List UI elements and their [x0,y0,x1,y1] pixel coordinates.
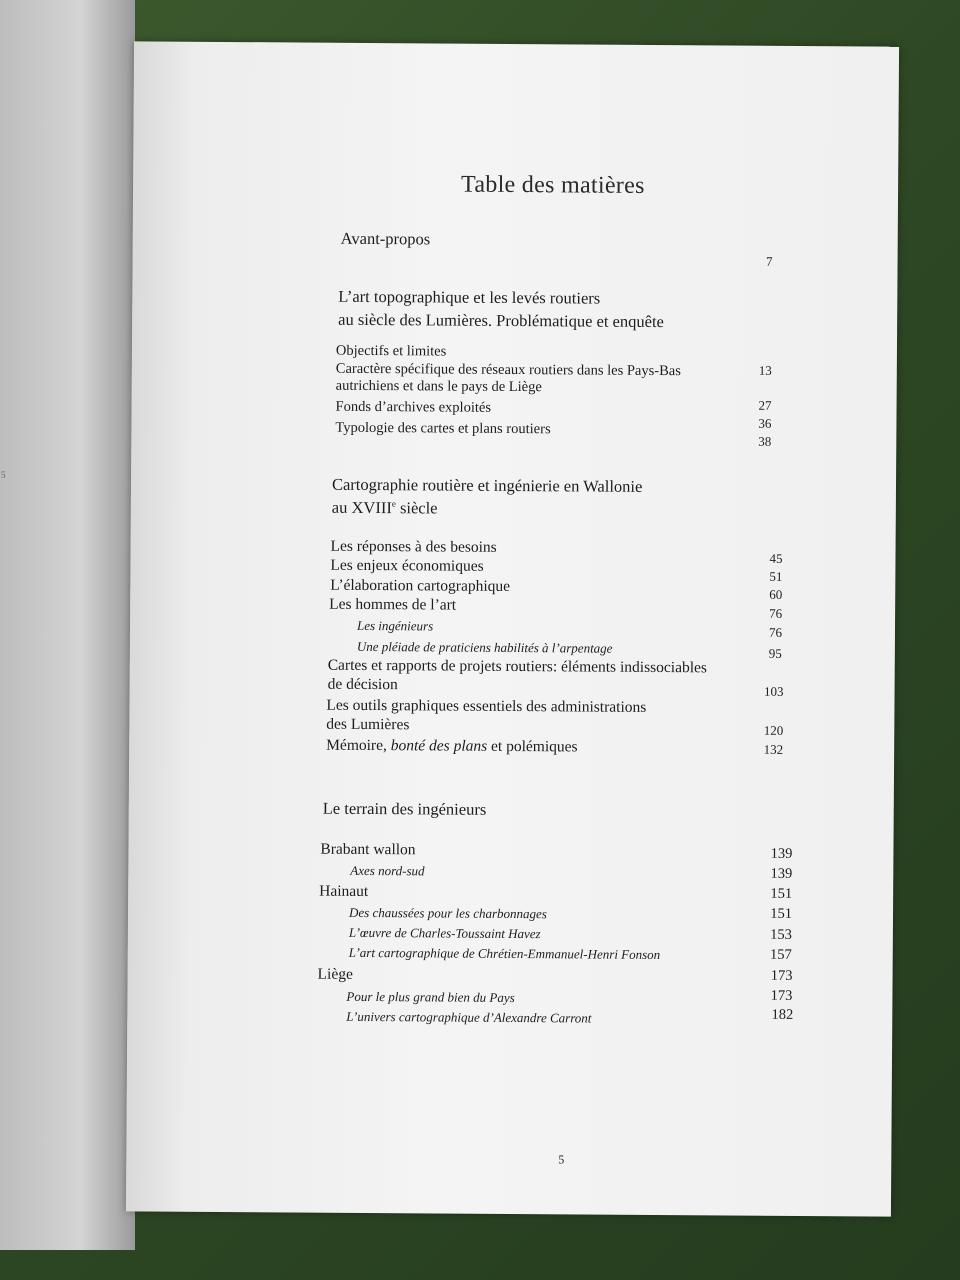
toc-page: 76 [769,605,783,621]
toc-page: 151 [770,885,793,902]
toc-subentry: Une pléiade de praticiens habilités à l’arpentage [356,638,613,656]
toc-page: 132 [763,741,784,757]
toc-page: 120 [763,722,784,738]
section1-title-line2: au siècle des Lumières. Problématique et enquête [338,309,664,332]
section2-title-line2: au XVIIIe siècle [331,497,438,518]
toc-page: 139 [770,845,793,862]
toc-subentry: Pour le plus grand bien du Pays [346,988,515,1006]
toc-entry: des Lumières [326,715,410,734]
left-page [0,0,135,1250]
left-page-number: 5 [1,470,6,480]
toc-entry: Typologie des cartes et plans routiers [335,419,551,438]
toc-page: 45 [769,550,783,566]
toc-entry: Les hommes de l’art [329,595,457,614]
toc-entry: L’élaboration cartographique [330,576,511,595]
page-title: Table des matières [461,171,645,199]
toc-page: 95 [768,645,782,661]
toc-subentry: L’œuvre de Charles-Toussaint Havez [348,924,541,942]
toc-page: 103 [764,683,784,699]
toc-entry: Fonds d’archives exploités [335,398,492,416]
toc-entry: Caractère spécifique des réseaux routiers dans les Pays-Bas [335,360,681,380]
toc-page: 151 [770,905,793,922]
toc-page: 51 [769,568,783,584]
toc-entry: Les enjeux économiques [330,556,484,575]
toc-page: 27 [758,397,772,413]
toc-subentry: L’art cartographique de Chrétien-Emmanuel-Henri Fonson [348,944,661,963]
toc-page: 139 [770,865,793,882]
toc-page: 76 [768,624,783,640]
avant-propos-label: Avant-propos [340,228,431,249]
section1-title-line1: L’art topographique et les levés routiers [338,286,601,308]
toc-page: 38 [758,433,772,449]
toc-subentry: Les ingénieurs [356,617,434,634]
book-page [126,41,899,1216]
toc-entry: Les réponses à des besoins [330,537,497,556]
toc-entry: de décision [327,675,398,694]
avant-propos-page: 7 [766,253,773,269]
section3-title: Le terrain des ingénieurs [322,798,487,819]
toc-page: 157 [769,946,792,963]
toc-page: 13 [758,362,772,378]
toc-page: 182 [771,1006,794,1023]
toc-entry: Cartes et rapports de projets routiers: éléments indissociables [327,656,708,677]
toc-entry: Hainaut [319,882,369,900]
toc-page: 173 [770,967,793,984]
toc-entry: Brabant wallon [320,840,416,859]
toc-subentry: L’univers cartographique d’Alexandre Carront [346,1008,592,1026]
toc-page: 153 [770,926,792,943]
toc-subentry: Axes nord-sud [350,862,425,879]
page-number: 5 [558,1152,565,1167]
toc-entry: Objectifs et limites [335,342,447,360]
toc-page: 36 [758,415,772,431]
toc-entry: Liège [317,965,353,983]
toc-entry: autrichiens et dans le pays de Liège [335,377,542,396]
toc-entry: Mémoire, bonté des plans et polémiques [326,736,578,756]
toc-page: 173 [770,987,793,1004]
toc-page: 60 [769,586,783,602]
section2-title-line1: Cartographie routière et ingénierie en Wallonie [331,474,643,496]
toc-entry: Les outils graphiques essentiels des administrations [326,696,647,716]
toc-subentry: Des chaussées pour les charbonnages [348,904,547,922]
